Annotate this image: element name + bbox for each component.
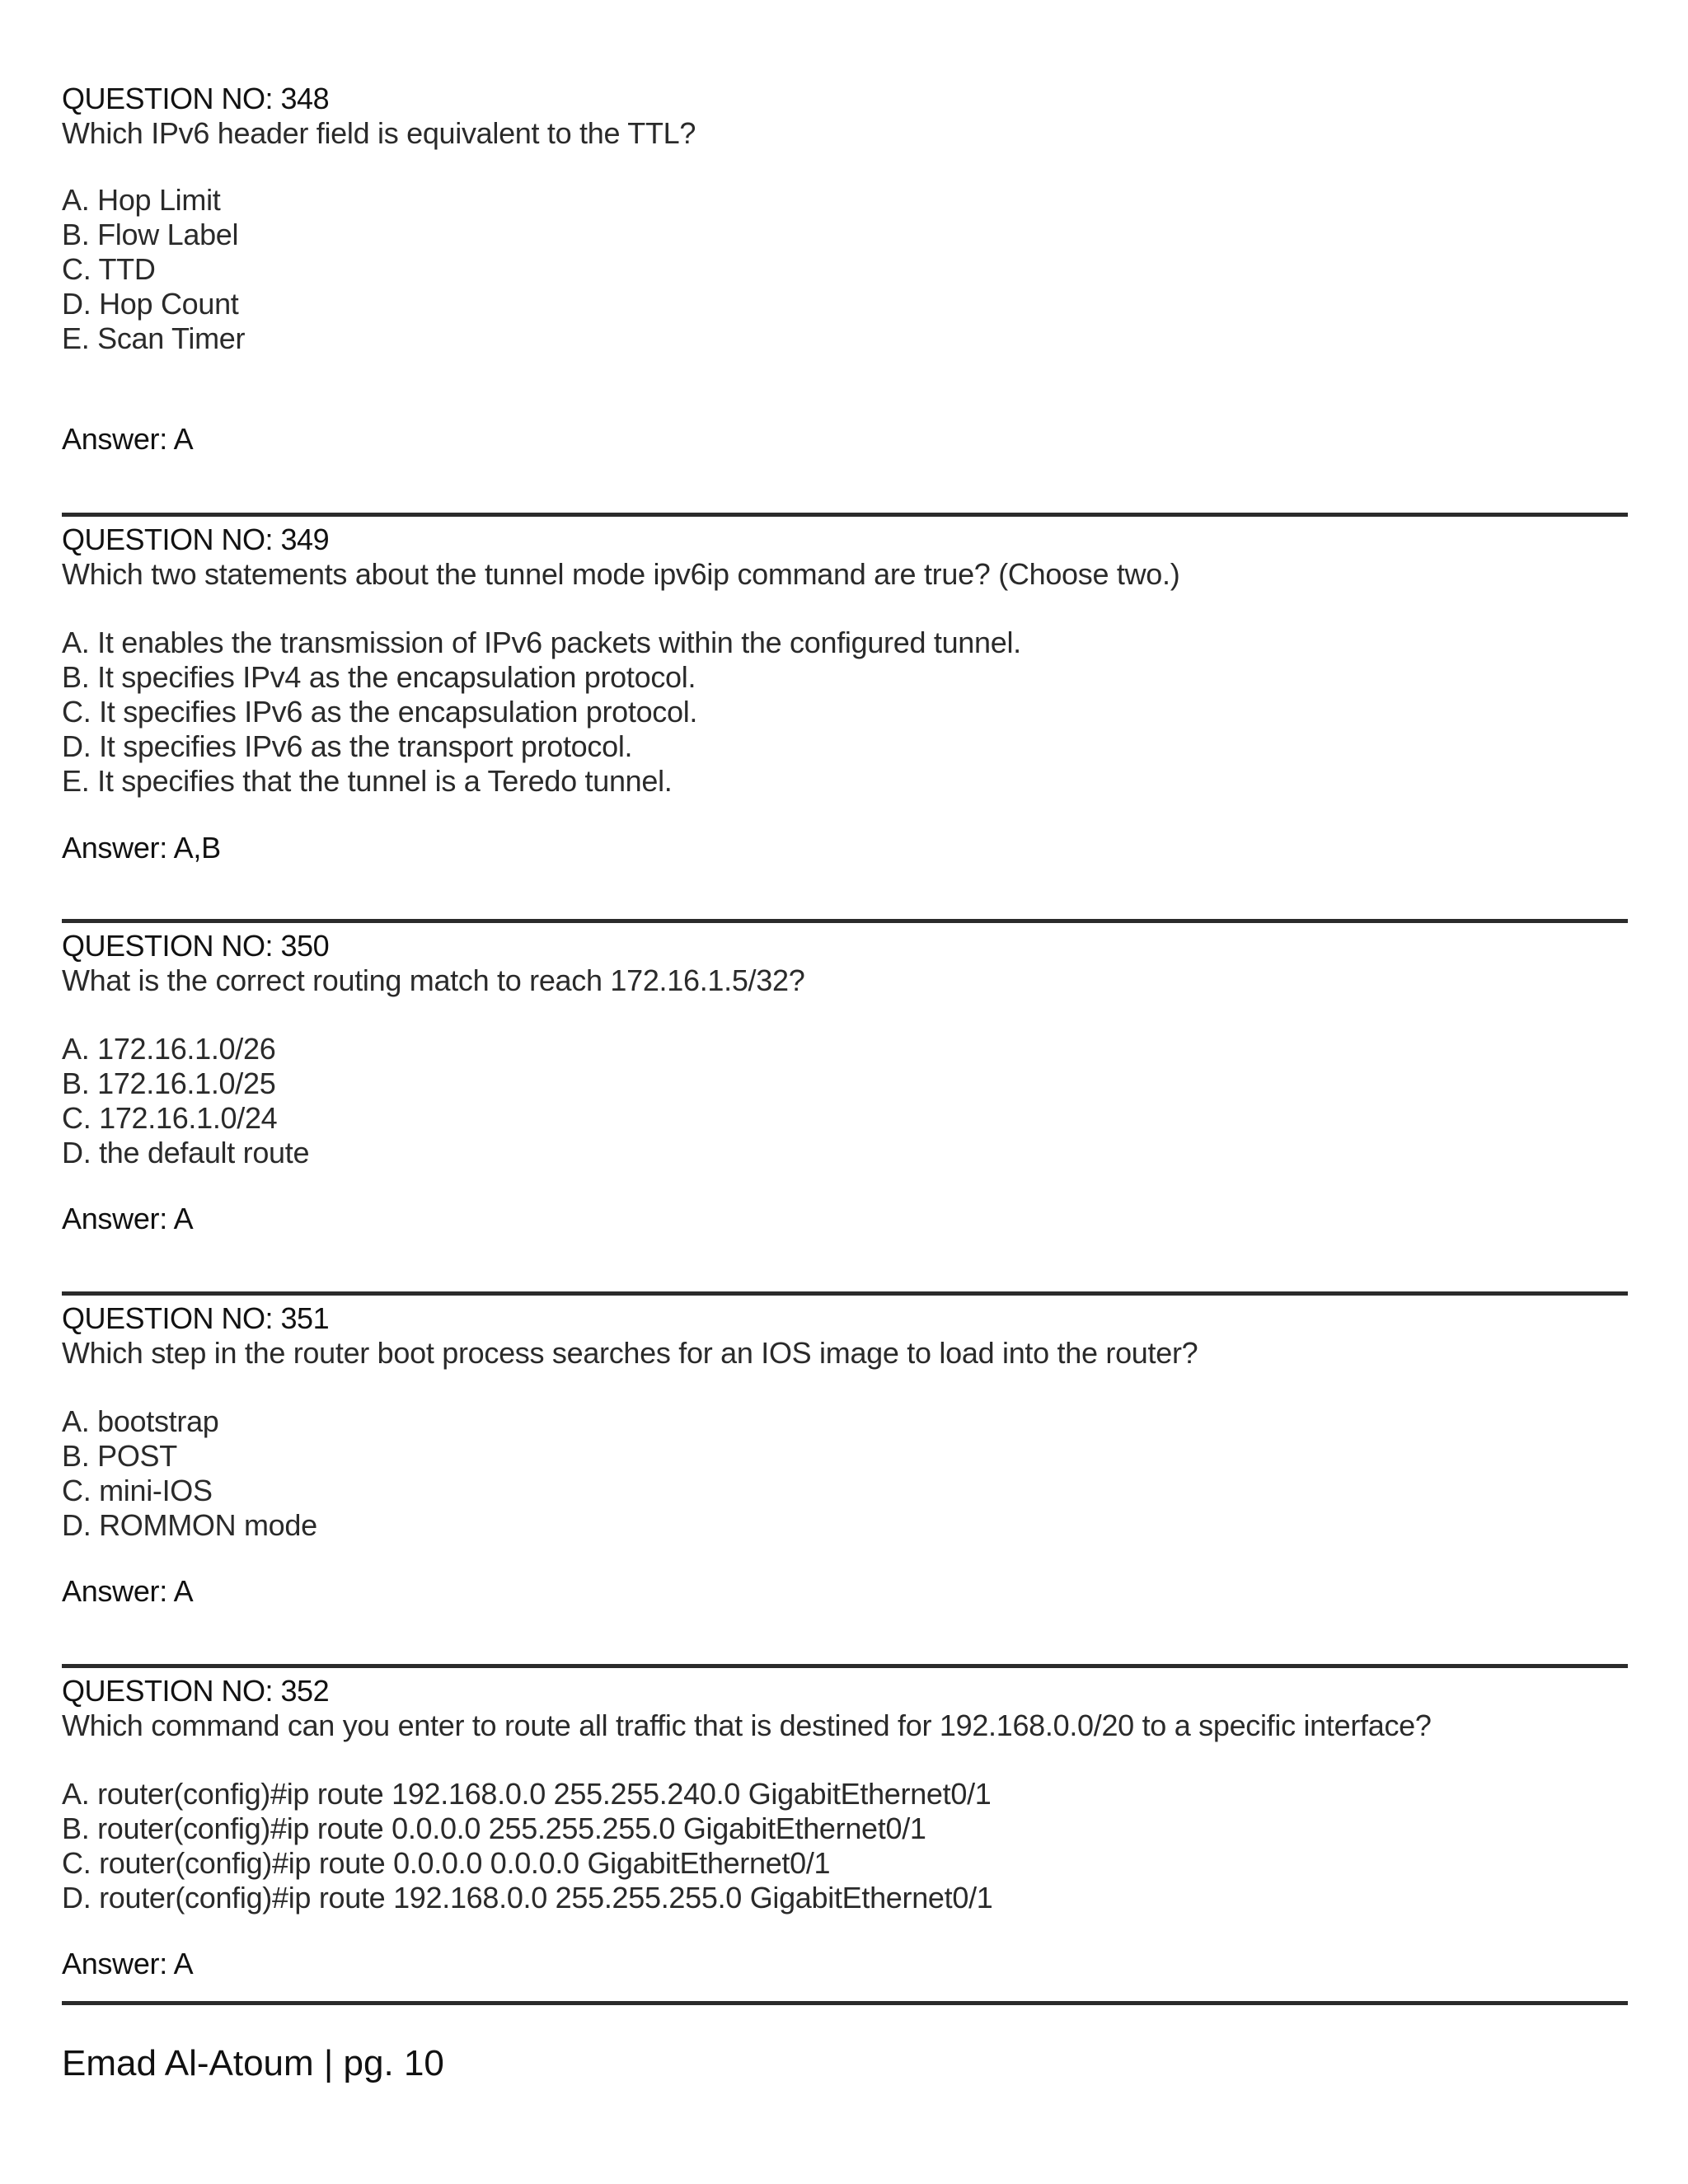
answer: Answer: A xyxy=(62,422,194,456)
question-text: Which two statements about the tunnel mode ipv6ip command are true? (Choose two.) xyxy=(62,557,1180,591)
answer: Answer: A xyxy=(62,1202,194,1235)
question-text: What is the correct routing match to reach 172.16.1.5/32? xyxy=(62,963,805,997)
option: B. 172.16.1.0/25 xyxy=(62,1066,276,1100)
options-list xyxy=(62,183,1628,356)
answer: Answer: A,B xyxy=(62,831,221,865)
option: A. bootstrap xyxy=(62,1404,219,1438)
question-number: QUESTION NO: 352 xyxy=(62,1674,330,1708)
divider xyxy=(62,513,1628,517)
options-list xyxy=(62,1032,1628,1170)
page-footer: Emad Al-Atoum | pg. 10 xyxy=(62,2043,444,2083)
question-block xyxy=(62,929,1628,998)
question-block xyxy=(62,1674,1628,1743)
option: C. 172.16.1.0/24 xyxy=(62,1101,278,1135)
option: A. 172.16.1.0/26 xyxy=(62,1032,276,1066)
answer-block xyxy=(62,422,1628,457)
answer: Answer: A xyxy=(62,1947,194,1980)
option: A. It enables the transmission of IPv6 packets within the configured tunnel. xyxy=(62,626,1021,659)
option: E. It specifies that the tunnel is a Teredo tunnel. xyxy=(62,764,673,798)
question-text: Which command can you enter to route all traffic that is destined for 192.168.0.0/20 to a specific interface? xyxy=(62,1708,1432,1742)
question-block xyxy=(62,82,1628,151)
option: C. mini-IOS xyxy=(62,1474,213,1507)
options-list xyxy=(62,1777,1628,1915)
question-block xyxy=(62,523,1628,592)
divider xyxy=(62,1664,1628,1668)
question-number: QUESTION NO: 350 xyxy=(62,929,330,963)
options-list xyxy=(62,1404,1628,1543)
question-number: QUESTION NO: 351 xyxy=(62,1301,330,1335)
options-list xyxy=(62,626,1628,799)
question-text: Which IPv6 header field is equivalent to the TTL? xyxy=(62,116,696,150)
option: C. router(config)#ip route 0.0.0.0 0.0.0.0 GigabitEthernet0/1 xyxy=(62,1846,831,1880)
option: B. It specifies IPv4 as the encapsulation protocol. xyxy=(62,660,696,694)
divider xyxy=(62,919,1628,923)
answer-block xyxy=(62,1947,1628,1981)
option: B. POST xyxy=(62,1439,177,1473)
option: D. Hop Count xyxy=(62,287,239,321)
answer-block xyxy=(62,831,1628,865)
answer-block xyxy=(62,1202,1628,1236)
divider xyxy=(62,2001,1628,2005)
divider xyxy=(62,1291,1628,1296)
answer: Answer: A xyxy=(62,1574,194,1608)
option: D. router(config)#ip route 192.168.0.0 255.255.255.0 GigabitEthernet0/1 xyxy=(62,1881,993,1915)
option: A. router(config)#ip route 192.168.0.0 255.255.240.0 GigabitEthernet0/1 xyxy=(62,1777,992,1811)
option: D. It specifies IPv6 as the transport protocol. xyxy=(62,729,633,763)
option: A. Hop Limit xyxy=(62,183,221,217)
option: D. ROMMON mode xyxy=(62,1508,317,1542)
option: D. the default route xyxy=(62,1136,310,1169)
option: C. It specifies IPv6 as the encapsulation protocol. xyxy=(62,695,698,729)
option: E. Scan Timer xyxy=(62,321,246,355)
question-number: QUESTION NO: 348 xyxy=(62,82,330,115)
question-text: Which step in the router boot process searches for an IOS image to load into the router? xyxy=(62,1336,1198,1370)
answer-block xyxy=(62,1574,1628,1609)
option: B. router(config)#ip route 0.0.0.0 255.255.255.0 GigabitEthernet0/1 xyxy=(62,1811,926,1845)
question-block xyxy=(62,1301,1628,1371)
option: C. TTD xyxy=(62,252,156,286)
option: B. Flow Label xyxy=(62,218,239,251)
question-number: QUESTION NO: 349 xyxy=(62,523,330,556)
